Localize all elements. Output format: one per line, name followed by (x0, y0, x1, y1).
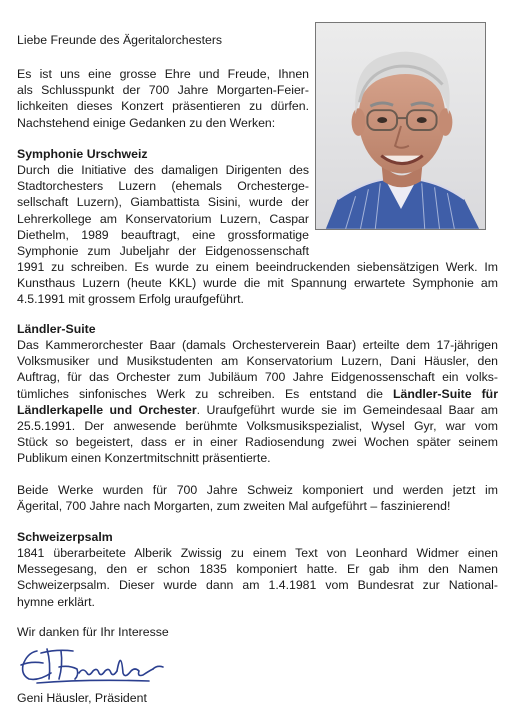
signature-name: Geni Häusler, Präsident (17, 691, 147, 705)
beide-paragraph (17, 482, 498, 514)
symphonie-line: Symphonie zum Jubeljahr der Eidgenossenschaft (17, 244, 309, 259)
greeting: Liebe Freunde des Ägeritalorchesters (17, 33, 223, 47)
intro-line: Es ist uns eine grosse Ehre und Freude, Ihnen (17, 67, 309, 81)
laendler-text: . Uraufgeführt wurde sie im Gemeindesaal Baar am (196, 402, 498, 417)
laendler-work-title: Ländlerkapelle und Orchester (17, 402, 197, 417)
laendler-line: Stück so begeistert, dass er in einer Radiosendung zwei Wochen später seinem (17, 435, 498, 450)
handwritten-signature (17, 643, 167, 687)
letter-page (17, 0, 498, 727)
intro-paragraph (17, 66, 309, 131)
laendler-paragraph (17, 337, 498, 467)
psalm-line: Schweizerpsalm. Dieser wurde dann am 1.4.1981 vom Bundesrat zur National- (17, 578, 498, 593)
symphonie-line: Lehrerkollege am Konservatorium Luzern, Caspar (17, 211, 309, 226)
section-heading-psalm: Schweizerpsalm (17, 530, 113, 544)
thanks-line: Wir danken für Ihr Interesse (17, 625, 169, 639)
symphonie-line: Diethelm, 1989 beauftragt, eine grossformatige (17, 227, 309, 242)
laendler-work-title: Ländler-Suite für (392, 386, 498, 401)
symphonie-line: Kunsthaus Luzern (heute KKL) wurde die mit Spannung erwartete Symphonie am (17, 276, 498, 291)
intro-line: als Schlusspunkt der 700 Jahre Morgarten-Feier- (17, 83, 309, 98)
psalm-line: hymne erklärt. (17, 594, 95, 609)
laendler-line: Volksmusiker und Musikstudenten am Konservatorium Luzern, Dani Häusler, den (17, 354, 498, 369)
portrait-illustration (316, 23, 485, 229)
section-heading-symphonie: Symphonie Urschweiz (17, 147, 148, 161)
laendler-line: Auftrag, für das Orchester zum Jubiläum 700 Jahre Eidgenossenschaft ein volks- (17, 370, 498, 385)
laendler-line: Publikum einen Konzertmitschnitt präsentierte. (17, 451, 271, 466)
laendler-line: 25.5.1991. Der anwesende berühmte Volksmusikspezialist, Wysel Gyr, war vom (17, 419, 498, 434)
laendler-line (17, 402, 498, 418)
symphonie-paragraph-narrow (17, 162, 309, 259)
symphonie-line: 1991 zu schreiben. Es wurde zu einem beeindruckenden siebensätzigen Werk. Im (17, 260, 498, 274)
beide-line: Ägerital, 700 Jahre nach Morgarten, zum zweiten Mal aufgeführt – faszinierend! (17, 499, 451, 514)
section-heading-laendler: Ländler-Suite (17, 322, 96, 336)
symphonie-line: sellschaft Luzern), Giambattista Sisini, wurde der (17, 195, 309, 210)
psalm-line: Messegesang, den er schon 1835 komponiert hatte. Er gab ihm den Namen (17, 562, 498, 577)
beide-line: Beide Werke wurden für 700 Jahre Schweiz komponiert und werden jetzt im (17, 483, 498, 497)
intro-line: Nachstehend einige Gedanken zu den Werken: (17, 115, 276, 130)
symphonie-line: Stadtorchesters Luzern (ehemals Orchesterge- (17, 179, 309, 194)
laendler-text: tümliches sinfonisches Werk zu schreiben. Es entstand die (17, 386, 393, 401)
symphonie-line: Durch die Initiative des damaligen Dirigenten des (17, 163, 309, 177)
psalm-line: 1841 überarbeitete Alberik Zwissig zu einem Text von Leonhard Widmer einen (17, 546, 498, 560)
laendler-line (17, 386, 498, 402)
symphonie-paragraph-wide (17, 259, 498, 308)
symphonie-line: 4.5.1991 mit grossem Erfolg uraufgeführt. (17, 292, 244, 307)
intro-line: lichkeiten dieses Konzert präsentieren zu dürfen. (17, 99, 309, 114)
psalm-paragraph (17, 545, 498, 610)
laendler-line: Das Kammerorchester Baar (damals Orchesterverein Baar) erteilte dem 17-jährigen (17, 338, 498, 352)
portrait-photo (315, 22, 486, 230)
